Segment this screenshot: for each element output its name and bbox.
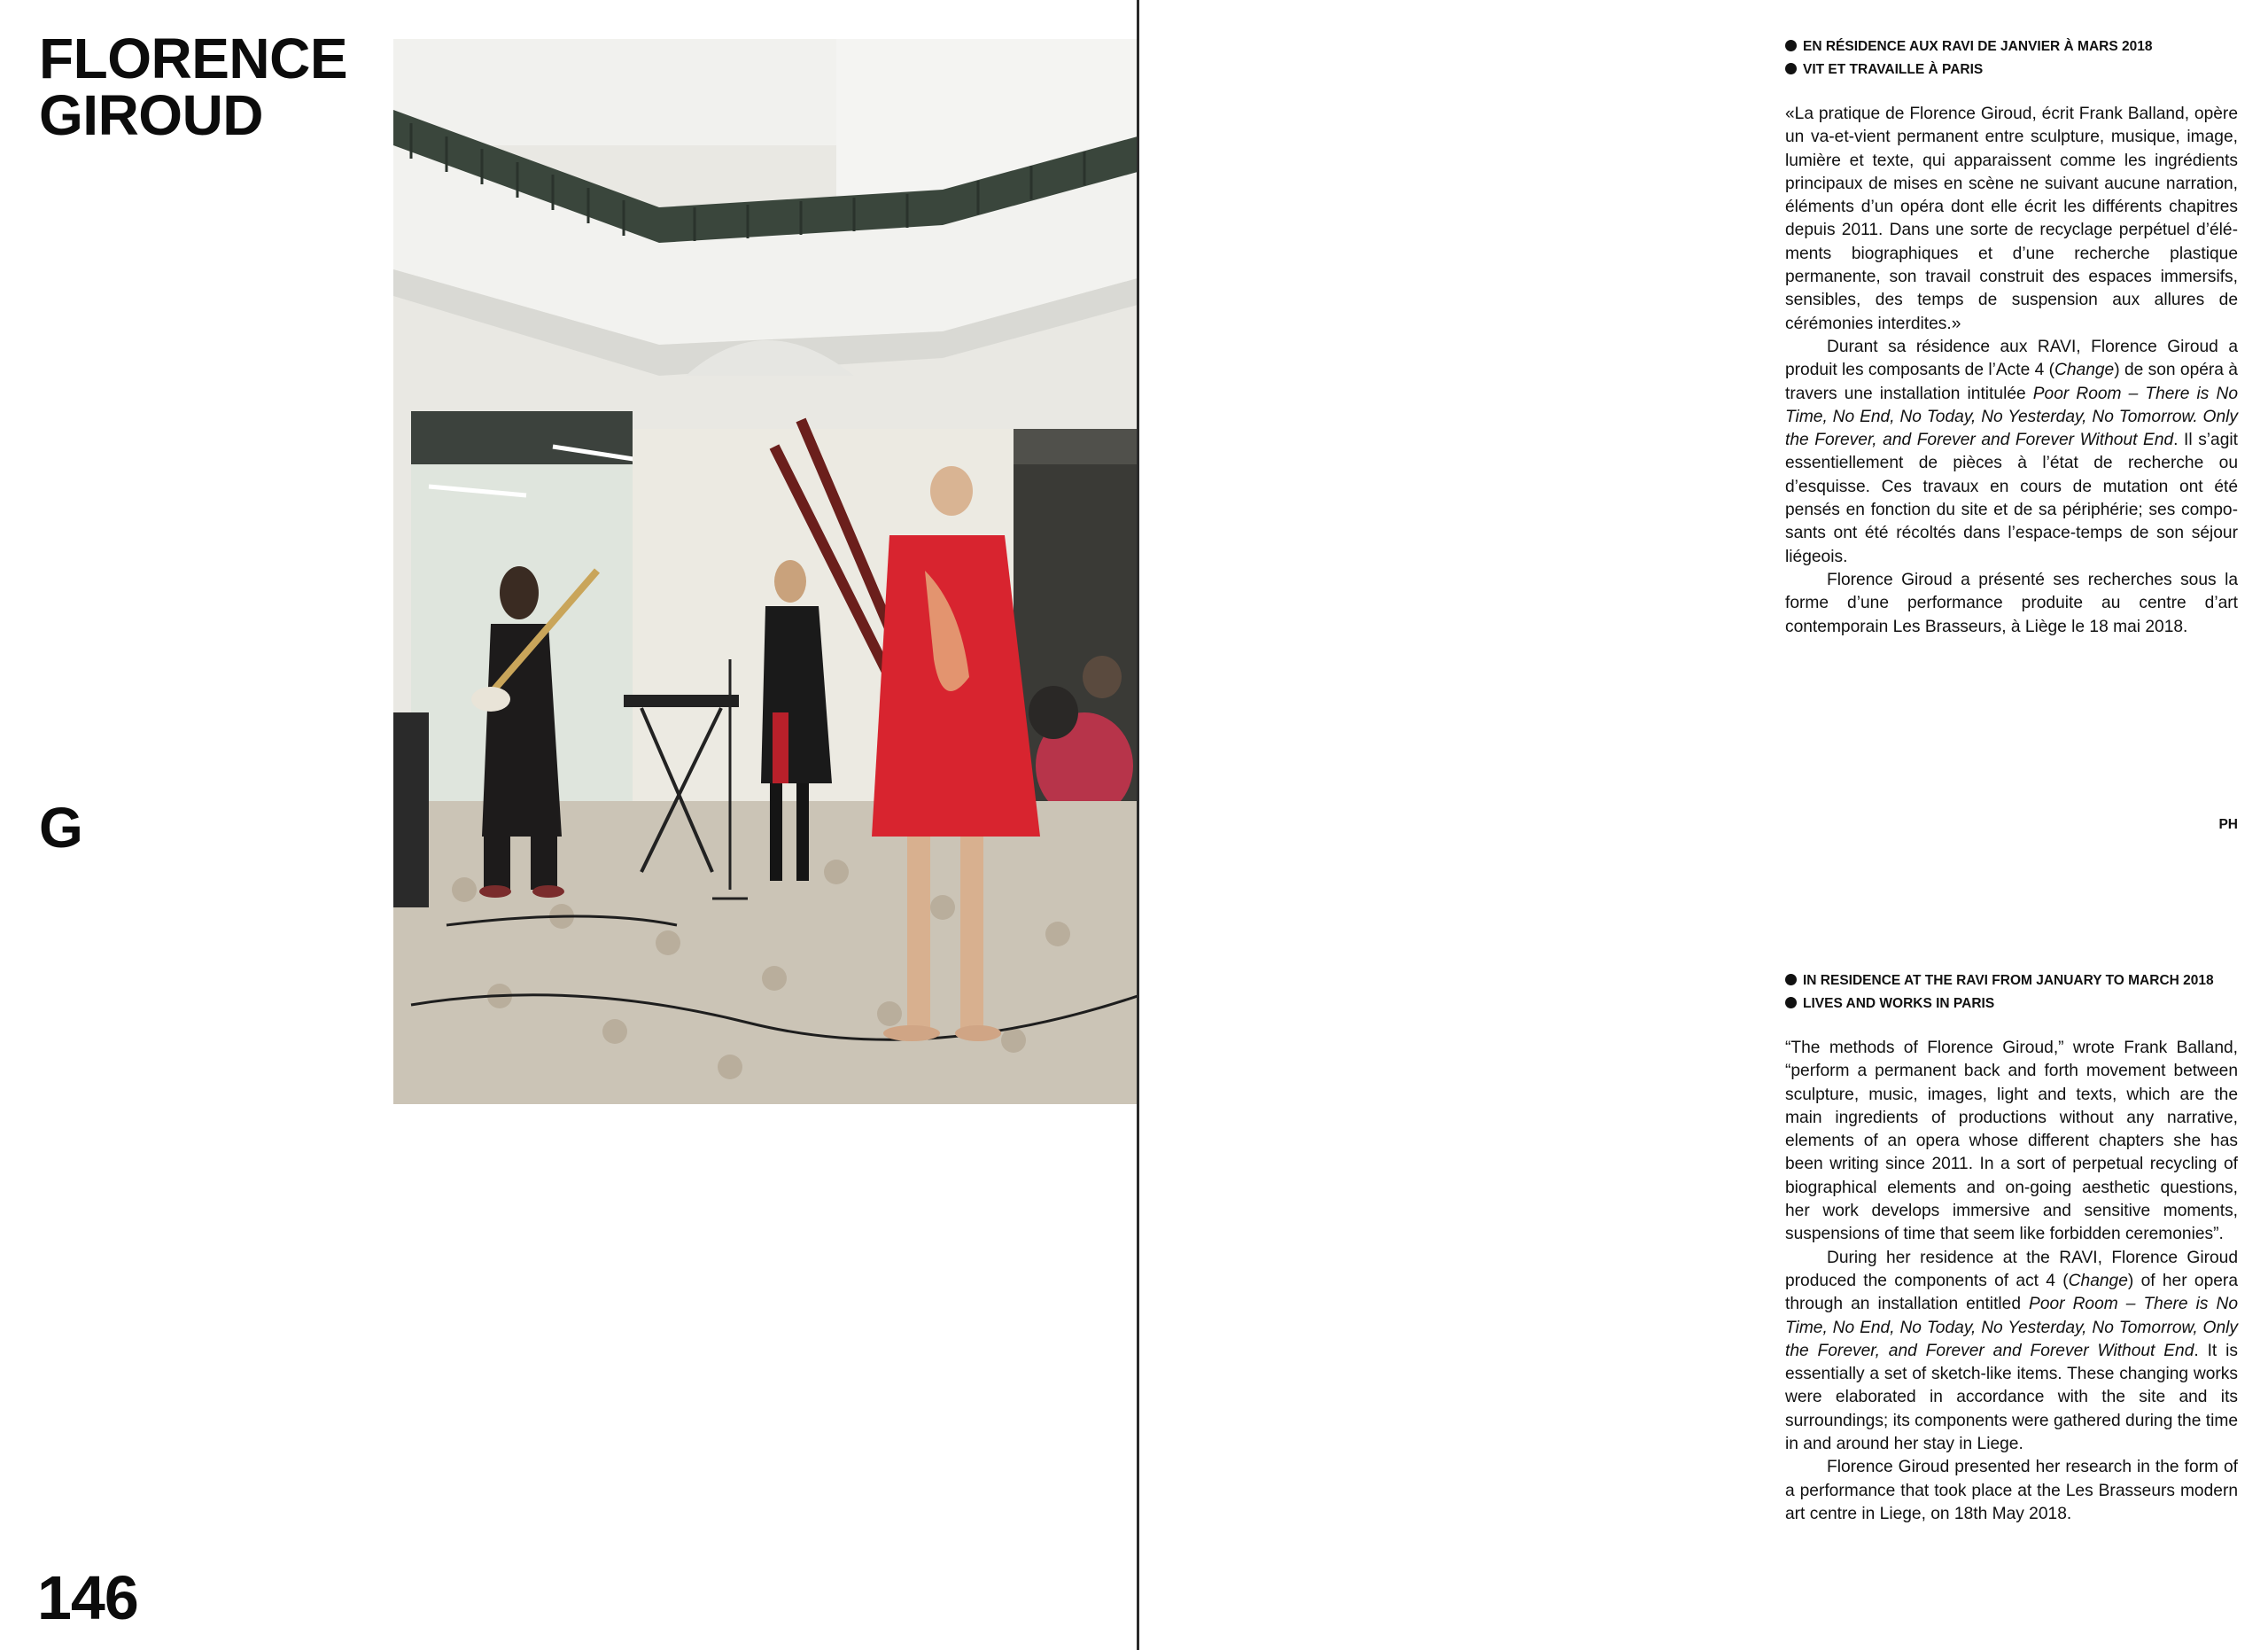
- bullet-icon: [1785, 63, 1797, 74]
- english-meta-location: [1785, 992, 2238, 1016]
- author-initials: PH: [2218, 817, 2238, 832]
- french-p2-e: . Il s’agit essentiellement de pièces à l’état de recherche ou d’esquisse. Ces travaux en cours de mutation ont été pensés en fonction du site et de sa périphérie; ses composants ont été récoltés dans l’espace-temps de son séjour liégeois.: [1785, 431, 2238, 566]
- french-meta-location: [1785, 58, 2238, 82]
- french-p2-c: ) de son opéra à travers une installation intitulée: [1785, 361, 2238, 403]
- page-gutter: [1137, 0, 1139, 1650]
- french-p2-change: Change: [2054, 361, 2115, 380]
- english-meta-list: [1785, 969, 2238, 1016]
- french-paragraph-1: «La pratique de Florence Giroud, écrit Frank Balland, opère un va-et-vient permanent entre sculpture, musique, image, lumière et texte, qui apparaissent comme les ingrédients principaux de mises en scène ne suivant aucune narration, éléments d’un opéra dont elle écrit les différents chapitres depuis 2011. Dans une sorte de recyclage perpétuel d’éléments biographiques et d’une recherche plastique permanente, son travail construit des espaces immersifs, sensibles, des temps de suspension aux allures de cérémonies interdites.»: [1785, 105, 2238, 333]
- english-p2-e: . It is essentially a set of sketch-like items. These changing works were elaborated in accordance with the site and its surroundings; its components were gathered during the time in and around her stay in Liege.: [1785, 1341, 2238, 1454]
- english-paragraph-2: [1785, 1247, 2238, 1457]
- section-letter: G: [39, 796, 83, 860]
- artist-name: [39, 27, 376, 147]
- english-paragraph-3: Florence Giroud presented her research in the form of a performance that took place at the Les Brasseurs modern art centre in Liege, on 18th May 2018.: [1785, 1458, 2238, 1523]
- bullet-icon: [1785, 997, 1797, 1008]
- english-p2-a: During her residence at the RAVI, Florence Giroud produced the components of act 4 (: [1785, 1248, 2238, 1290]
- english-section: [1785, 969, 2238, 1526]
- bullet-icon: [1785, 974, 1797, 985]
- page-number: 146: [37, 1563, 138, 1632]
- english-body: [1785, 1037, 2238, 1526]
- artist-name-line2: GIROUD: [39, 83, 263, 147]
- english-meta-location-text: LIVES AND WORKS IN PARIS: [1803, 996, 1995, 1011]
- french-paragraph-3: Florence Giroud a présenté ses recherches sous la forme d’une performance produite au centre d’art contemporain Les Brasseurs, à Liège le 18 mai 2018.: [1785, 570, 2238, 636]
- french-body: [1785, 103, 2238, 639]
- french-meta-residence: [1785, 35, 2238, 58]
- english-p2-title: Poor Room – There is No Time, No End, No Today, No Yesterday, No Tomorrow, Only the Forever, and Forever and Forever Without End: [1785, 1295, 2239, 1360]
- english-p2-change: Change: [2068, 1271, 2128, 1290]
- english-meta-residence-text: IN RESIDENCE AT THE RAVI FROM JANUARY TO MARCH 2018: [1803, 973, 2214, 988]
- english-paragraph-1: “The methods of Florence Giroud,” wrote Frank Balland, “perform a permanent back and forth movement between sculpture, music, images, light and texts, which are the main ingredients of productions without any narrative, elements of an opera whose different chapters she has been writing since 2011. In a sort of perpetual recycling of biographical elements and on-going aesthetic questions, her work develops immersive and sensitive moments, suspensions of time that seem like forbidden ceremonies”.: [1785, 1039, 2238, 1244]
- french-p2-title: Poor Room – There is No Time, No End, No Today, No Yesterday, No Tomorrow. Only the Forever, and Forever and Forever Without End: [1785, 384, 2239, 450]
- artist-name-line1: FLORENCE: [39, 27, 347, 90]
- performance-photo: [393, 39, 1138, 1104]
- french-section: [1785, 35, 2238, 639]
- french-p2-a: Durant sa résidence aux RAVI, Florence Giroud a produit les composants de l’Acte 4 (: [1785, 337, 2238, 380]
- french-meta-residence-text: EN RÉSIDENCE AUX RAVI DE JANVIER À MARS 2018: [1803, 39, 2153, 54]
- french-meta-location-text: VIT ET TRAVAILLE À PARIS: [1803, 62, 1984, 77]
- french-meta-list: [1785, 35, 2238, 82]
- english-p2-c: ) of her opera through an installation entitled: [1785, 1271, 2238, 1314]
- english-meta-residence: [1785, 969, 2238, 992]
- french-paragraph-2: [1785, 336, 2238, 569]
- bullet-icon: [1785, 40, 1797, 51]
